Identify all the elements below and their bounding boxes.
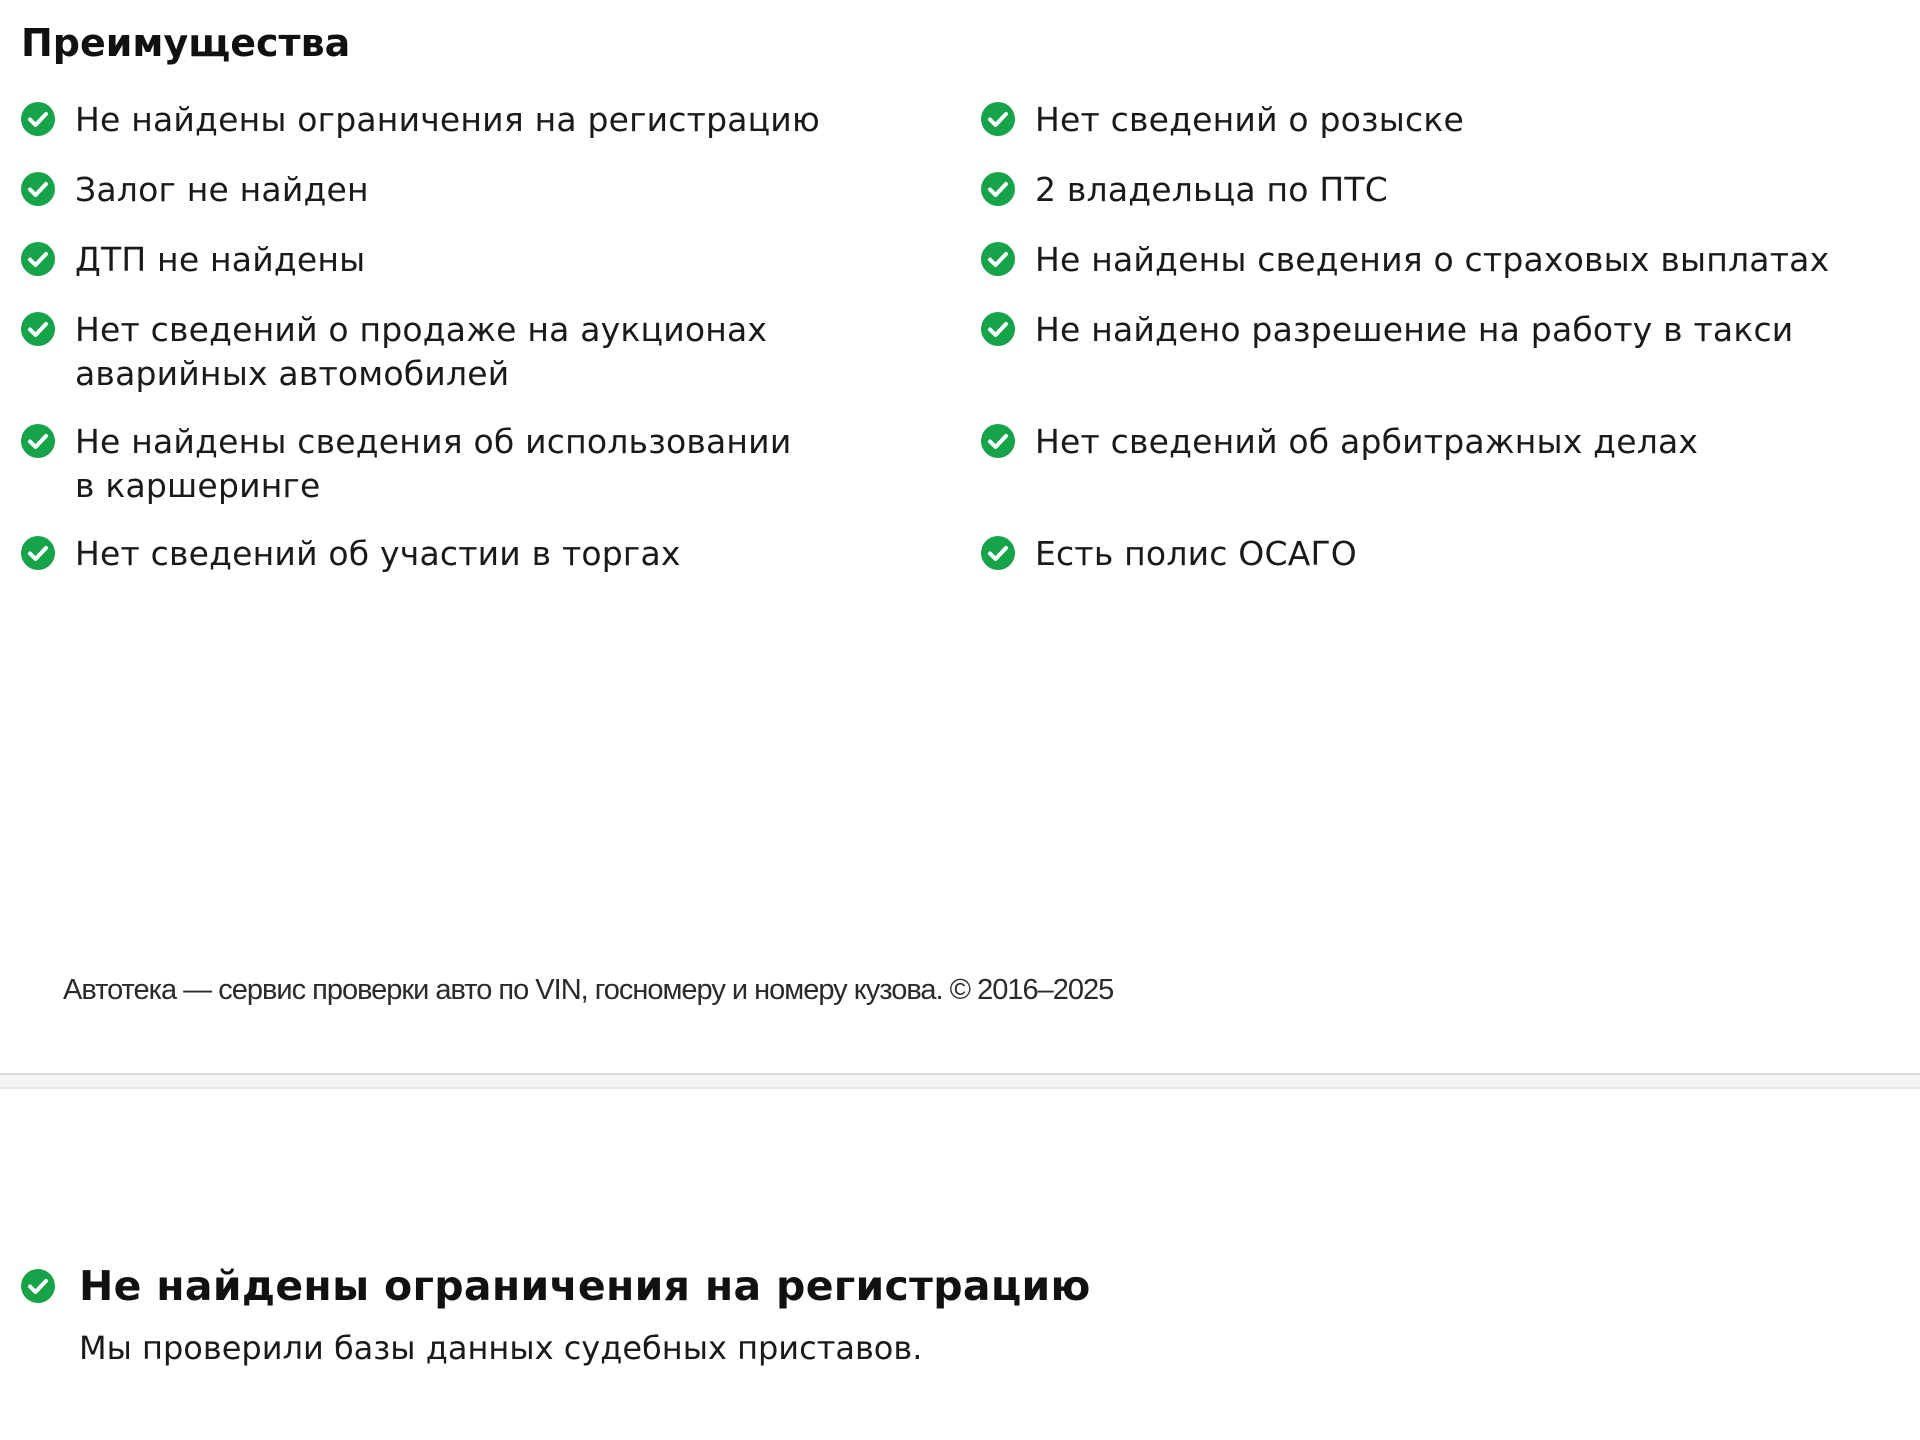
detail-title: Не найдены ограничения на регистрацию <box>79 1262 1091 1310</box>
advantage-item <box>21 420 801 508</box>
check-circle-icon <box>981 242 1015 276</box>
advantage-text: Нет сведений об участии в торгах <box>75 534 681 573</box>
detail-block <box>21 1258 1881 1370</box>
advantage-item <box>21 168 961 212</box>
advantage-text: Нет сведений о розыске <box>1035 100 1465 139</box>
check-circle-icon <box>21 172 55 206</box>
check-circle-icon <box>21 102 55 136</box>
advantage-item <box>21 98 961 142</box>
advantage-item <box>21 532 961 576</box>
advantage-text: 2 владельца по ПТС <box>1035 170 1388 209</box>
advantage-text: Не найдены сведения о страховых выплатах <box>1035 240 1830 279</box>
advantage-item <box>21 238 961 282</box>
advantage-text: Нет сведений о продаже на аукционах аварийных автомобилей <box>75 310 768 393</box>
advantage-item <box>981 420 1920 464</box>
advantage-text: Есть полис ОСАГО <box>1035 534 1357 573</box>
check-circle-icon <box>981 536 1015 570</box>
check-circle-icon <box>981 424 1015 458</box>
advantage-item <box>981 532 1920 576</box>
section-divider <box>0 1073 1920 1089</box>
detail-header <box>21 1258 1881 1314</box>
check-circle-icon <box>981 312 1015 346</box>
check-circle-icon <box>21 312 55 346</box>
advantage-item <box>981 168 1920 212</box>
check-circle-icon <box>21 424 55 458</box>
advantage-text: Не найдено разрешение на работу в такси <box>1035 310 1794 349</box>
advantage-item <box>981 98 1920 142</box>
advantage-text: ДТП не найдены <box>75 240 366 279</box>
check-circle-icon <box>21 1269 55 1303</box>
advantage-text: Нет сведений об арбитражных делах <box>1035 422 1699 461</box>
check-circle-icon <box>981 102 1015 136</box>
advantage-item <box>21 308 941 396</box>
section-title: Преимущества <box>21 21 351 65</box>
advantage-text: Залог не найден <box>75 170 369 209</box>
detail-description: Мы проверили базы данных судебных приставов. <box>79 1329 923 1367</box>
advantage-item <box>981 308 1920 352</box>
check-circle-icon <box>981 172 1015 206</box>
advantage-item <box>981 238 1920 282</box>
check-circle-icon <box>21 242 55 276</box>
footer-copyright: Автотека — сервис проверки авто по VIN, госномеру и номеру кузова. © 2016–2025 <box>63 974 1114 1006</box>
advantage-text: Не найдены сведения об использовании в каршеринге <box>75 422 792 505</box>
check-circle-icon <box>21 536 55 570</box>
advantage-text: Не найдены ограничения на регистрацию <box>75 100 820 139</box>
